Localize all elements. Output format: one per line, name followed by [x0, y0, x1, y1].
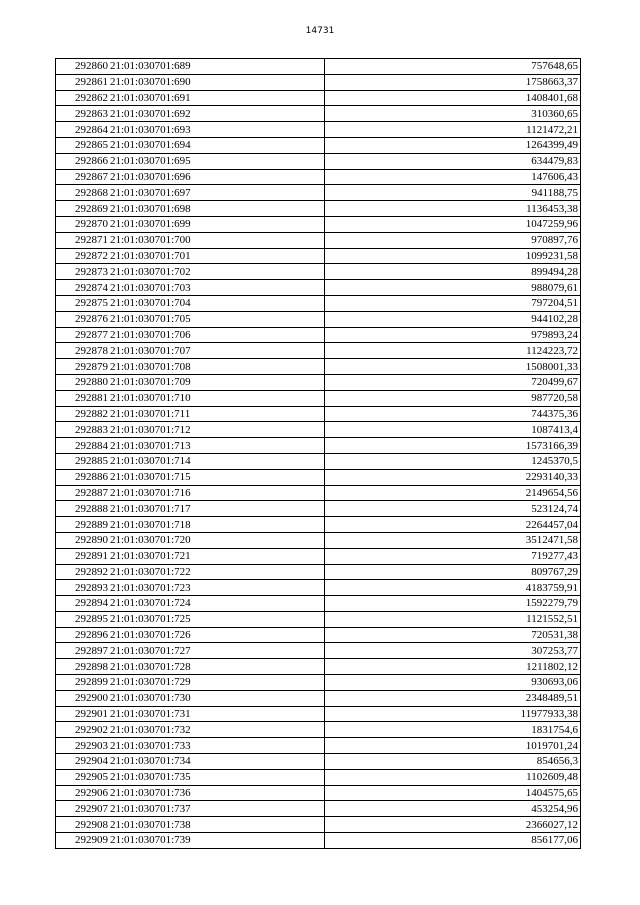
row-number-cell: 292902: [56, 722, 110, 738]
value-cell: 1264399,49: [325, 137, 581, 153]
cadastral-number-cell: 21:01:030701:722: [109, 564, 325, 580]
value-cell: 944102,28: [325, 311, 581, 327]
value-cell: 979893,24: [325, 327, 581, 343]
value-cell: 1136453,38: [325, 201, 581, 217]
cadastral-number-cell: 21:01:030701:738: [109, 817, 325, 833]
cadastral-number-cell: 21:01:030701:718: [109, 517, 325, 533]
row-number-cell: 292885: [56, 453, 110, 469]
table-row: [56, 327, 581, 343]
table-row: [56, 59, 581, 75]
cadastral-number-cell: 21:01:030701:700: [109, 232, 325, 248]
cadastral-number-cell: 21:01:030701:717: [109, 501, 325, 517]
value-cell: 1121552,51: [325, 611, 581, 627]
row-number-cell: 292860: [56, 59, 110, 75]
row-number-cell: 292906: [56, 785, 110, 801]
value-cell: 757648,65: [325, 59, 581, 75]
row-number-cell: 292905: [56, 769, 110, 785]
row-number-cell: 292877: [56, 327, 110, 343]
table-row: [56, 122, 581, 138]
table-row: [56, 453, 581, 469]
row-number-cell: 292868: [56, 185, 110, 201]
row-number-cell: 292881: [56, 390, 110, 406]
value-cell: 453254,96: [325, 801, 581, 817]
cadastral-number-cell: 21:01:030701:737: [109, 801, 325, 817]
cadastral-number-cell: 21:01:030701:689: [109, 59, 325, 75]
cadastral-number-cell: 21:01:030701:735: [109, 769, 325, 785]
row-number-cell: 292874: [56, 280, 110, 296]
row-number-cell: 292901: [56, 706, 110, 722]
row-number-cell: 292884: [56, 438, 110, 454]
cadastral-number-cell: 21:01:030701:698: [109, 201, 325, 217]
table-row: [56, 137, 581, 153]
row-number-cell: 292900: [56, 690, 110, 706]
cadastral-number-cell: 21:01:030701:692: [109, 106, 325, 122]
cadastral-number-cell: 21:01:030701:733: [109, 738, 325, 754]
table-row: [56, 643, 581, 659]
table-row: [56, 264, 581, 280]
value-cell: 2348489,51: [325, 690, 581, 706]
row-number-cell: 292873: [56, 264, 110, 280]
value-cell: 147606,43: [325, 169, 581, 185]
value-cell: 854656,3: [325, 754, 581, 770]
table-row: [56, 769, 581, 785]
data-table: [55, 58, 581, 849]
value-cell: 856177,06: [325, 833, 581, 849]
value-cell: 1121472,21: [325, 122, 581, 138]
row-number-cell: 292897: [56, 643, 110, 659]
table-row: [56, 754, 581, 770]
table-row: [56, 311, 581, 327]
row-number-cell: 292898: [56, 659, 110, 675]
cadastral-number-cell: 21:01:030701:696: [109, 169, 325, 185]
table-row: [56, 501, 581, 517]
row-number-cell: 292880: [56, 374, 110, 390]
row-number-cell: 292909: [56, 833, 110, 849]
cadastral-number-cell: 21:01:030701:699: [109, 216, 325, 232]
cadastral-number-cell: 21:01:030701:720: [109, 532, 325, 548]
row-number-cell: 292878: [56, 343, 110, 359]
table-row: [56, 801, 581, 817]
row-number-cell: 292883: [56, 422, 110, 438]
value-cell: 1592279,79: [325, 596, 581, 612]
row-number-cell: 292893: [56, 580, 110, 596]
table-row: [56, 359, 581, 375]
row-number-cell: 292876: [56, 311, 110, 327]
cadastral-number-cell: 21:01:030701:715: [109, 469, 325, 485]
row-number-cell: 292896: [56, 627, 110, 643]
value-cell: 1047259,96: [325, 216, 581, 232]
value-cell: 1408401,68: [325, 90, 581, 106]
table-row: [56, 169, 581, 185]
table-row: [56, 785, 581, 801]
value-cell: 307253,77: [325, 643, 581, 659]
cadastral-number-cell: 21:01:030701:721: [109, 548, 325, 564]
table-row: [56, 438, 581, 454]
table-row: [56, 232, 581, 248]
cadastral-number-cell: 21:01:030701:726: [109, 627, 325, 643]
table-row: [56, 280, 581, 296]
cadastral-number-cell: 21:01:030701:708: [109, 359, 325, 375]
value-cell: 11977933,38: [325, 706, 581, 722]
table-row: [56, 580, 581, 596]
value-cell: 720531,38: [325, 627, 581, 643]
cadastral-number-cell: 21:01:030701:703: [109, 280, 325, 296]
value-cell: 941188,75: [325, 185, 581, 201]
row-number-cell: 292907: [56, 801, 110, 817]
value-cell: 1019701,24: [325, 738, 581, 754]
value-cell: 899494,28: [325, 264, 581, 280]
table-row: [56, 532, 581, 548]
cadastral-number-cell: 21:01:030701:727: [109, 643, 325, 659]
cadastral-number-cell: 21:01:030701:728: [109, 659, 325, 675]
row-number-cell: 292904: [56, 754, 110, 770]
cadastral-number-cell: 21:01:030701:725: [109, 611, 325, 627]
table-row: [56, 833, 581, 849]
cadastral-number-cell: 21:01:030701:705: [109, 311, 325, 327]
value-cell: 4183759,91: [325, 580, 581, 596]
table-row: [56, 406, 581, 422]
table-row: [56, 517, 581, 533]
value-cell: 3512471,58: [325, 532, 581, 548]
value-cell: 2149654,56: [325, 485, 581, 501]
table-row: [56, 675, 581, 691]
cadastral-number-cell: 21:01:030701:701: [109, 248, 325, 264]
value-cell: 1102609,48: [325, 769, 581, 785]
row-number-cell: 292890: [56, 532, 110, 548]
value-cell: 1087413,4: [325, 422, 581, 438]
value-cell: 1099231,58: [325, 248, 581, 264]
cadastral-number-cell: 21:01:030701:734: [109, 754, 325, 770]
value-cell: 719277,43: [325, 548, 581, 564]
cadastral-number-cell: 21:01:030701:716: [109, 485, 325, 501]
cadastral-number-cell: 21:01:030701:707: [109, 343, 325, 359]
cadastral-number-cell: 21:01:030701:694: [109, 137, 325, 153]
row-number-cell: 292863: [56, 106, 110, 122]
value-cell: 1831754,6: [325, 722, 581, 738]
row-number-cell: 292888: [56, 501, 110, 517]
value-cell: 797204,51: [325, 295, 581, 311]
cadastral-number-cell: 21:01:030701:691: [109, 90, 325, 106]
row-number-cell: 292892: [56, 564, 110, 580]
table-row: [56, 295, 581, 311]
row-number-cell: 292864: [56, 122, 110, 138]
value-cell: 720499,67: [325, 374, 581, 390]
cadastral-number-cell: 21:01:030701:712: [109, 422, 325, 438]
row-number-cell: 292891: [56, 548, 110, 564]
table-row: [56, 706, 581, 722]
value-cell: 744375,36: [325, 406, 581, 422]
value-cell: 987720,58: [325, 390, 581, 406]
table-row: [56, 659, 581, 675]
row-number-cell: 292862: [56, 90, 110, 106]
row-number-cell: 292882: [56, 406, 110, 422]
row-number-cell: 292870: [56, 216, 110, 232]
row-number-cell: 292861: [56, 74, 110, 90]
table-row: [56, 422, 581, 438]
row-number-cell: 292894: [56, 596, 110, 612]
value-cell: 1124223,72: [325, 343, 581, 359]
value-cell: 2264457,04: [325, 517, 581, 533]
table-row: [56, 74, 581, 90]
cadastral-number-cell: 21:01:030701:711: [109, 406, 325, 422]
cadastral-number-cell: 21:01:030701:714: [109, 453, 325, 469]
row-number-cell: 292875: [56, 295, 110, 311]
cadastral-number-cell: 21:01:030701:706: [109, 327, 325, 343]
value-cell: 1508001,33: [325, 359, 581, 375]
row-number-cell: 292865: [56, 137, 110, 153]
table-row: [56, 343, 581, 359]
value-cell: 1573166,39: [325, 438, 581, 454]
page-number: 14731: [305, 26, 335, 36]
cadastral-number-cell: 21:01:030701:697: [109, 185, 325, 201]
cadastral-number-cell: 21:01:030701:732: [109, 722, 325, 738]
value-cell: 2293140,33: [325, 469, 581, 485]
row-number-cell: 292871: [56, 232, 110, 248]
table-row: [56, 216, 581, 232]
row-number-cell: 292866: [56, 153, 110, 169]
row-number-cell: 292869: [56, 201, 110, 217]
table-row: [56, 627, 581, 643]
table-body: [56, 59, 581, 849]
cadastral-number-cell: 21:01:030701:739: [109, 833, 325, 849]
row-number-cell: 292889: [56, 517, 110, 533]
cadastral-number-cell: 21:01:030701:723: [109, 580, 325, 596]
table-row: [56, 248, 581, 264]
table-row: [56, 201, 581, 217]
table-row: [56, 596, 581, 612]
table-row: [56, 153, 581, 169]
value-cell: 2366027,12: [325, 817, 581, 833]
row-number-cell: 292879: [56, 359, 110, 375]
value-cell: 809767,29: [325, 564, 581, 580]
row-number-cell: 292872: [56, 248, 110, 264]
row-number-cell: 292908: [56, 817, 110, 833]
table-row: [56, 469, 581, 485]
cadastral-number-cell: 21:01:030701:731: [109, 706, 325, 722]
table-row: [56, 390, 581, 406]
table-row: [56, 185, 581, 201]
row-number-cell: 292895: [56, 611, 110, 627]
value-cell: 970897,76: [325, 232, 581, 248]
value-cell: 523124,74: [325, 501, 581, 517]
table-row: [56, 374, 581, 390]
row-number-cell: 292899: [56, 675, 110, 691]
cadastral-number-cell: 21:01:030701:704: [109, 295, 325, 311]
value-cell: 988079,61: [325, 280, 581, 296]
value-cell: 1404575,65: [325, 785, 581, 801]
cadastral-number-cell: 21:01:030701:724: [109, 596, 325, 612]
value-cell: 1758663,37: [325, 74, 581, 90]
cadastral-number-cell: 21:01:030701:730: [109, 690, 325, 706]
cadastral-number-cell: 21:01:030701:713: [109, 438, 325, 454]
table-row: [56, 817, 581, 833]
value-cell: 1211802,12: [325, 659, 581, 675]
cadastral-number-cell: 21:01:030701:729: [109, 675, 325, 691]
table-row: [56, 611, 581, 627]
cadastral-number-cell: 21:01:030701:702: [109, 264, 325, 280]
table-row: [56, 722, 581, 738]
value-cell: 930693,06: [325, 675, 581, 691]
value-cell: 634479,83: [325, 153, 581, 169]
cadastral-number-cell: 21:01:030701:709: [109, 374, 325, 390]
table-row: [56, 90, 581, 106]
table-row: [56, 548, 581, 564]
cadastral-number-cell: 21:01:030701:736: [109, 785, 325, 801]
table-row: [56, 690, 581, 706]
table-row: [56, 485, 581, 501]
row-number-cell: 292903: [56, 738, 110, 754]
cadastral-number-cell: 21:01:030701:710: [109, 390, 325, 406]
row-number-cell: 292887: [56, 485, 110, 501]
cadastral-number-cell: 21:01:030701:690: [109, 74, 325, 90]
table-row: [56, 106, 581, 122]
cadastral-number-cell: 21:01:030701:693: [109, 122, 325, 138]
table-row: [56, 564, 581, 580]
cadastral-number-cell: 21:01:030701:695: [109, 153, 325, 169]
row-number-cell: 292886: [56, 469, 110, 485]
value-cell: 310360,65: [325, 106, 581, 122]
value-cell: 1245370,5: [325, 453, 581, 469]
table-row: [56, 738, 581, 754]
row-number-cell: 292867: [56, 169, 110, 185]
